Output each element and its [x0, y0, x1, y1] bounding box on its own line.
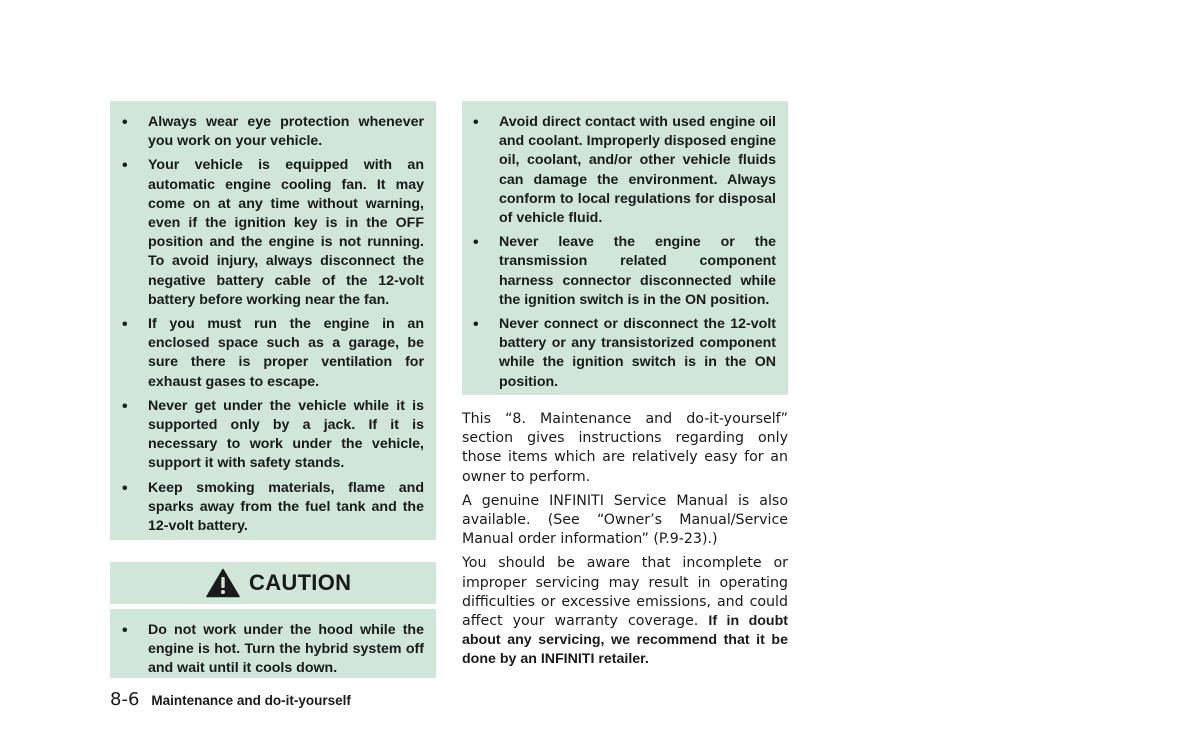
list-item: • Never get under the vehicle while it is supported only by a jack. If it is necessary to work under the vehicle, support it with safety stands. — [112, 397, 424, 474]
warning-box-left — [110, 101, 436, 540]
page-footer — [110, 689, 351, 710]
caution-title-row — [206, 567, 351, 599]
list-item: • Never leave the engine or the transmission related component harness connector disconnected while the ignition switch is in the ON position. — [463, 233, 776, 310]
list-item: • Never connect or disconnect the 12-volt battery or any transistorized component while the ignition switch is in the ON position. — [463, 315, 776, 392]
caution-box — [110, 609, 436, 678]
body-text — [462, 410, 788, 675]
warning-triangle-icon — [206, 568, 240, 598]
warning-list-right — [463, 113, 776, 392]
list-item: • Your vehicle is equipped with an automatic engine cooling fan. It may come on at any time without warning, even if the ignition key is in the OFF position and the engine is not running. To avoid injury, always disconnect the negative battery cable of the 12-volt battery before working near the fan. — [112, 156, 424, 310]
list-item: • Avoid direct contact with used engine oil and coolant. Improperly disposed engine oil, coolant, and/or other vehicle fluids can damage the environment. Always conform to local regulations for disposal of vehicle fluid. — [463, 113, 776, 228]
advice-text: You should be aware that incomplete or improper servicing may result in operating difficulties or excessive emissions, and could affect your warranty coverage. — [462, 555, 788, 630]
advice-recommendation: If in doubt about any servicing, we recommend that it be done by an INFINITI retailer. — [462, 613, 788, 668]
list-item: • Keep smoking materials, flame and sparks away from the fuel tank and the 12-volt battery. — [112, 479, 424, 537]
warning-box-right — [462, 101, 788, 395]
page-number: 8-6 — [110, 689, 140, 710]
warning-list-left — [112, 113, 424, 536]
list-item: • Do not work under the hood while the engine is hot. Turn the hybrid system off and wait until it cools down. — [112, 621, 424, 679]
caution-label: CAUTION — [249, 570, 352, 595]
list-item: • Always wear eye protection whenever you work on your vehicle. — [112, 113, 424, 151]
paragraph-intro: This “8. Maintenance and do-it-yourself” section gives instructions regarding only those items which are relatively easy for an owner to perform. — [462, 411, 788, 485]
paragraph-service-manual: A genuine INFINITI Service Manual is also available. (See “Owner’s Manual/Service Manual order information” (P.9-23).) — [462, 492, 788, 548]
list-item: • If you must run the engine in an enclosed space such as a garage, be sure there is proper ventilation for exhaust gases to escape. — [112, 315, 424, 392]
section-title: Maintenance and do-it-yourself — [151, 693, 351, 708]
caution-list — [112, 621, 424, 679]
paragraph-servicing-advice — [462, 554, 788, 669]
caution-header — [110, 562, 436, 604]
